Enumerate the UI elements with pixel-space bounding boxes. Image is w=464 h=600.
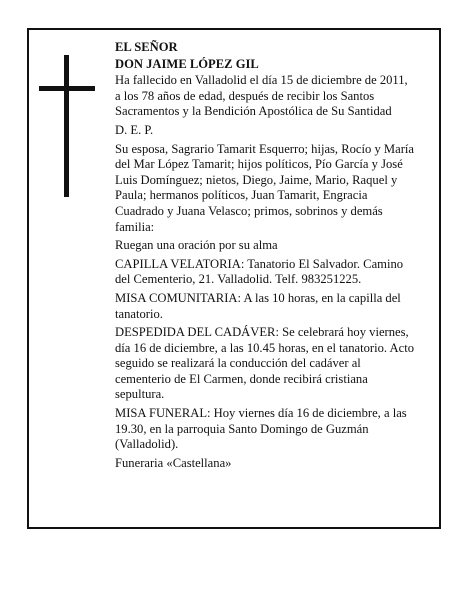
family-list: Su esposa, Sagrario Tamarit Esquerro; hijas, Rocío y María del Mar López Tamarit; hijos políticos, Pío García y José Luis Domínguez; nietos, Diego, Jaime, Mario, Raquel y Paula; hermanos políticos, Juan Tamarit, Engracia Cuadrado y Juana Velasco; primos, sobrinos y demás familia: [115,141,414,234]
funeral-chapel-info: CAPILLA VELATORIA: Tanatorio El Salvador. Camino del Cementerio, 21. Valladolid. Telf. 983251225. [115,256,404,287]
farewell-info: DESPEDIDA DEL CADÁVER: Se celebrará hoy viernes, día 16 de diciembre, a las 10.45 horas, en el tanatorio. Acto seguido se realizará la conducción del cadáver al cementerio de El Carmen, donde recibirá cristiana sepultura. [115,325,415,402]
deceased-name: DON JAIME LÓPEZ GIL [115,56,259,71]
prayer-request: Ruegan una oración por su alma [115,238,278,253]
community-mass-info: MISA COMUNITARIA: A las 10 horas, en la capilla del tanatorio. [115,290,401,321]
death-announcement: Ha fallecido en Valladolid el día 15 de diciembre de 2011, a los 78 años de edad, después de recibir los Santos Sacramentos y la Bendición Apostólica de Su Santidad [115,73,408,119]
rest-in-peace: D. E. P. [115,122,154,137]
funeral-mass-info: MISA FUNERAL: Hoy viernes día 16 de diciembre, a las 19.30, en la parroquia Santo Domingo de Guzmán (Valladolid). [115,406,407,452]
funeral-home-name: Funeraria «Castellana» [115,455,232,470]
cross-vertical-bar [64,55,69,197]
cross-horizontal-bar [39,86,95,91]
notice-title: EL SEÑOR [115,40,178,54]
obituary-text [115,40,415,474]
